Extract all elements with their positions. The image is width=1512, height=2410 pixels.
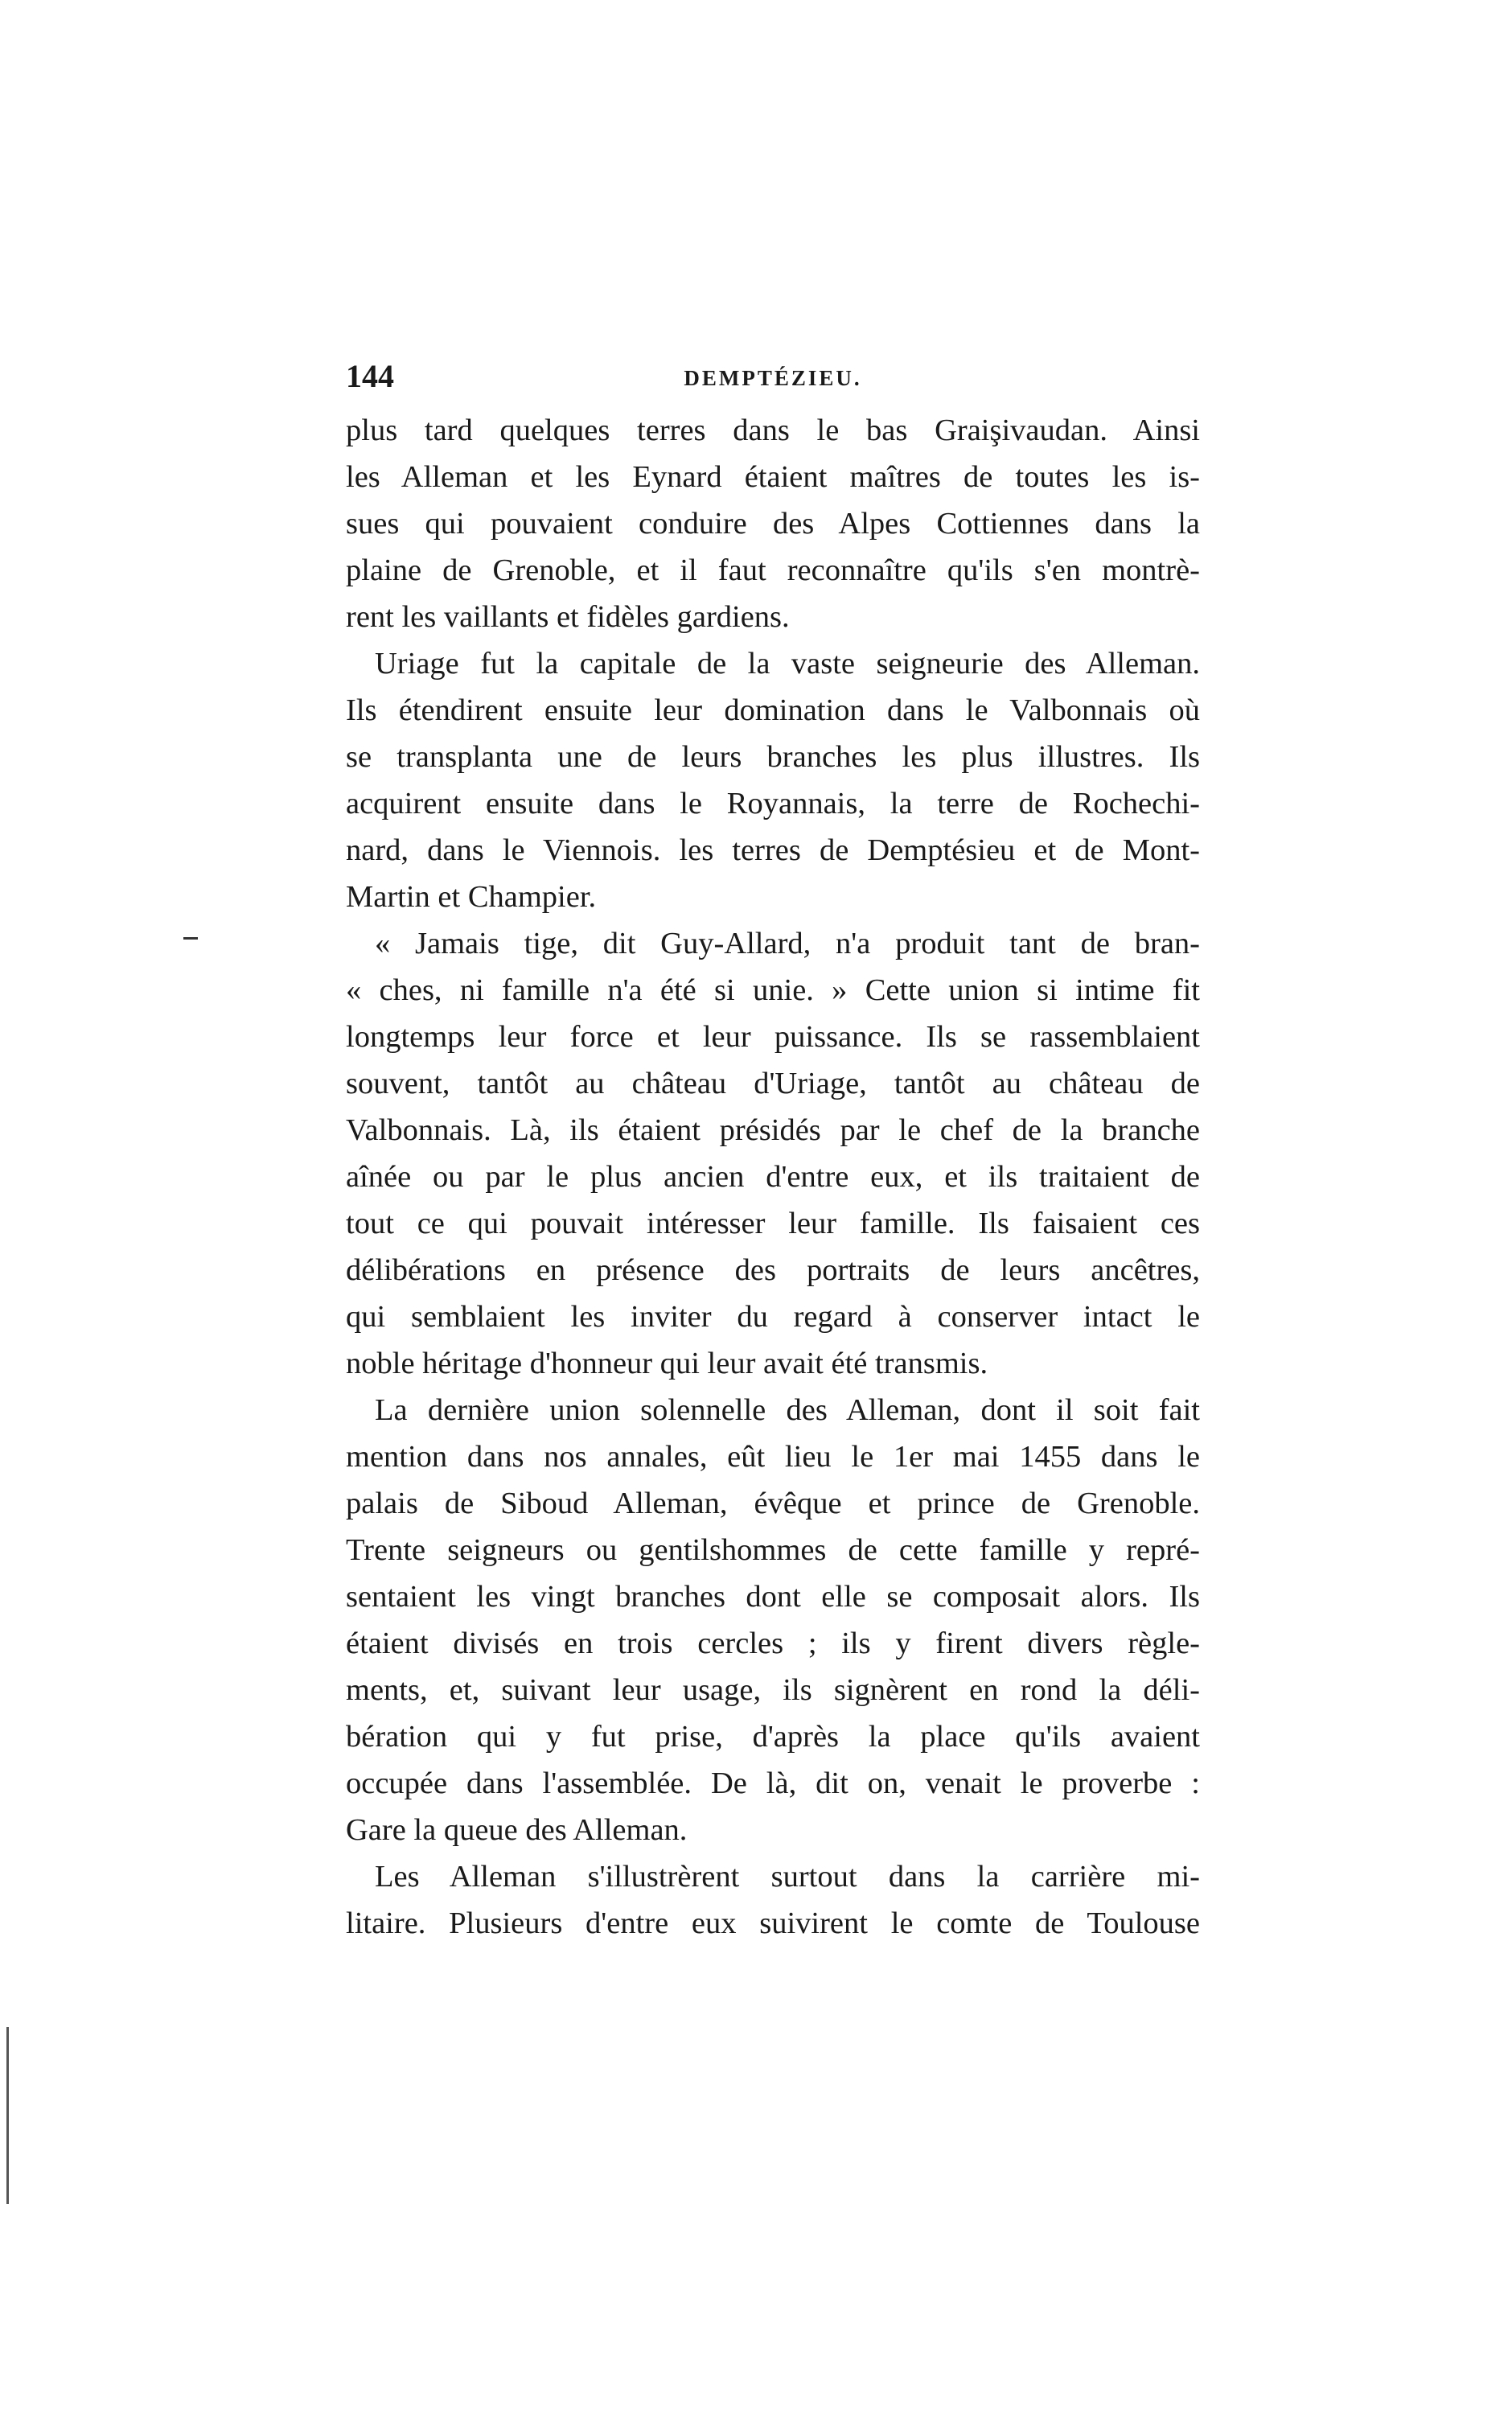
text-line: Ils étendirent ensuite leur domination dans le Valbonnais où [346, 693, 1200, 727]
page-header [346, 352, 1200, 401]
text-line: litaire. Plusieurs d'entre eux suivirent le comte de Toulouse [346, 1906, 1200, 1940]
text-line: se transplanta une de leurs branches les plus illustres. Ils [346, 740, 1200, 774]
text-line: plus tard quelques terres dans le bas Graişivaudan. Ainsi [346, 413, 1200, 447]
text-line: aînée ou par le plus ancien d'entre eux, et ils traitaient de [346, 1160, 1200, 1194]
text-line: Trente seigneurs ou gentilshommes de cette famille y repré- [346, 1533, 1200, 1567]
text-line: sentaient les vingt branches dont elle se composait alors. Ils [346, 1580, 1200, 1614]
text-line: bération qui y fut prise, d'après la place qu'ils avaient [346, 1720, 1200, 1754]
text-line: noble héritage d'honneur qui leur avait été transmis. [346, 1347, 988, 1380]
page-number: 144 [346, 358, 394, 394]
text-line: mention dans nos annales, eût lieu le 1er mai 1455 dans le [346, 1440, 1200, 1474]
text-line: Valbonnais. Là, ils étaient présidés par le chef de la branche [346, 1113, 1200, 1147]
text-line: Les Alleman s'illustrèrent surtout dans la carrière mi- [375, 1860, 1200, 1894]
text-line: nard, dans le Viennois. les terres de Demptésieu et de Mont- [346, 833, 1200, 867]
text-line: La dernière union solennelle des Alleman, dont il soit fait [375, 1393, 1200, 1427]
text-line: souvent, tantôt au château d'Uriage, tantôt au château de [346, 1067, 1200, 1100]
text-line: rent les vaillants et fidèles gardiens. [346, 600, 790, 634]
text-line: les Alleman et les Eynard étaient maîtres de toutes les is- [346, 460, 1200, 494]
text-line: qui semblaient les inviter du regard à conserver intact le [346, 1300, 1200, 1334]
text-line: « ches, ni famille n'a été si unie. » Cette union si intime fit [346, 973, 1200, 1007]
text-line: tout ce qui pouvait intéresser leur famille. Ils faisaient ces [346, 1207, 1200, 1240]
text-line: « Jamais tige, dit Guy-Allard, n'a produit tant de bran- [375, 927, 1200, 960]
text-line: Martin et Champier. [346, 880, 597, 914]
running-title: DEMPTÉZIEU. [684, 366, 862, 390]
text-line: étaient divisés en trois cercles ; ils y firent divers règle- [346, 1627, 1200, 1660]
scan-edge-mark [6, 2027, 9, 2204]
text-line: plaine de Grenoble, et il faut reconnaître qu'ils s'en montrè- [346, 553, 1200, 587]
text-line: ments, et, suivant leur usage, ils signèrent en rond la déli- [346, 1673, 1200, 1707]
text-line: longtemps leur force et leur puissance. Ils se rassemblaient [346, 1020, 1200, 1054]
text-line: Uriage fut la capitale de la vaste seigneurie des Alleman. [375, 647, 1200, 681]
text-line: acquirent ensuite dans le Royannais, la terre de Rochechi- [346, 787, 1200, 820]
body-text [346, 407, 1200, 1947]
text-line: occupée dans l'assemblée. De là, dit on, venait le proverbe : [346, 1766, 1200, 1800]
text-line: délibérations en présence des portraits de leurs ancêtres, [346, 1253, 1200, 1287]
text-line: palais de Siboud Alleman, évêque et prince de Grenoble. [346, 1487, 1200, 1520]
text-line: Gare la queue des Alleman. [346, 1813, 688, 1847]
margin-dash-mark [183, 937, 198, 940]
text-line: sues qui pouvaient conduire des Alpes Cottiennes dans la [346, 507, 1200, 541]
